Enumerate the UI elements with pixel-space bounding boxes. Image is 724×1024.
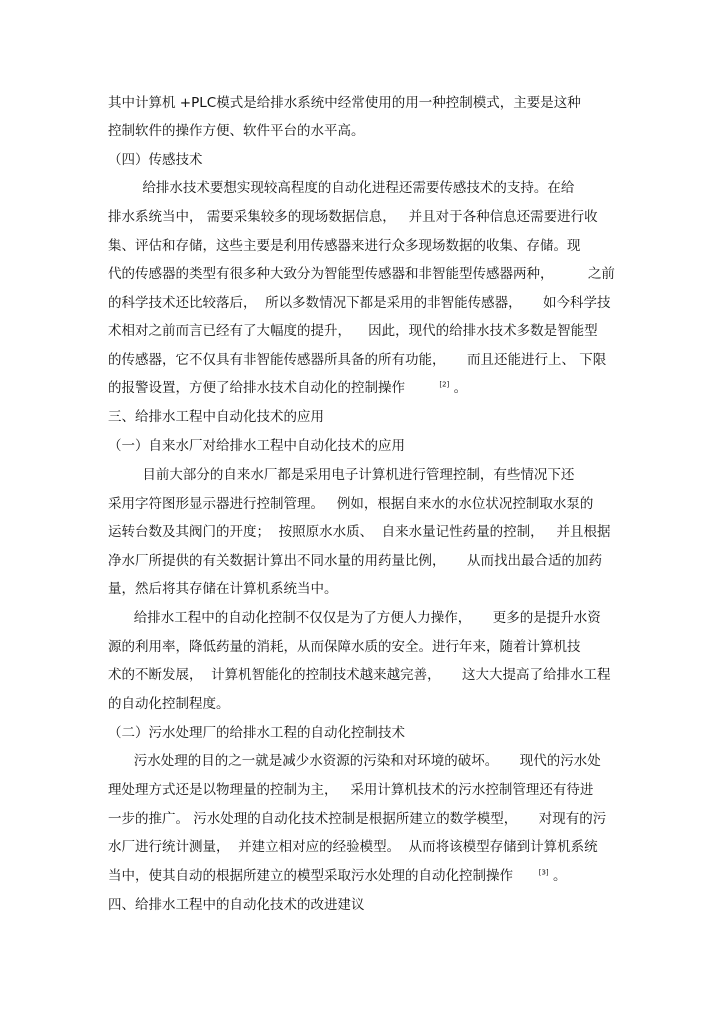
- line-tail: 。: [552, 868, 567, 884]
- section-heading: 四、给排水工程中的自动化技术的改进建议: [108, 897, 365, 913]
- citation-ref: [3]: [538, 868, 549, 877]
- paragraph-line: 水厂进行统计测量， 并建立相对应的经验模型。 从而将该模型存储到计算机系统: [108, 839, 598, 855]
- paragraph-line: 量，然后将其存储在计算机系统当中。: [108, 581, 338, 597]
- paragraph-line: 污水处理的目的之一就是减少水资源的污染和对环境的破坏。 现代的污水处: [108, 753, 601, 769]
- citation-ref: [2]: [439, 380, 450, 389]
- paragraph-line: 的科学技术还比较落后， 所以多数情况下都是采用的非智能传感器， 如今科学技: [108, 295, 611, 311]
- paragraph-line: 采用字符图形显示器进行控制管理。 例如，根据自来水的水位状况控制取水泵的: [108, 496, 594, 512]
- paragraph-line: 术的不断发展， 计算机智能化的控制技术越来越完善， 这大大提高了给排水工程: [108, 667, 611, 683]
- paragraph-line: 的自动化控制程度。: [108, 696, 230, 712]
- paragraph-line: 净水厂所提供的有关数据计算出不同水量的用药量比例， 从而找出最合适的加药: [108, 553, 602, 569]
- line-text: 的报警设置，方便了给排水技术自动化的控制操作: [108, 380, 405, 396]
- paragraph-line: [108, 867, 566, 885]
- paragraph-line: 目前大部分的自来水厂都是采用电子计算机进行管理控制，有些情况下还: [108, 467, 575, 483]
- section-heading: 三、给排水工程中自动化技术的应用: [108, 409, 324, 425]
- paragraph-line: 一步的推广。 污水处理的自动化技术控制是根据所建立的数学模型， 对现有的污: [108, 811, 607, 827]
- paragraph-line: 代的传感器的类型有很多种大致分为智能型传感器和非智能型传感器两种， 之前: [108, 266, 615, 282]
- paragraph-line: 其中计算机 +PLC模式是给排水系统中经常使用的用一种控制模式，主要是这种: [108, 95, 581, 111]
- paragraph-line: 集、评估和存储，这些主要是利用传感器来进行众多现场数据的收集、存储。现: [108, 238, 581, 254]
- paragraph-line: 给排水技术要想实现较高程度的自动化进程还需要传感技术的支持。在给: [108, 180, 575, 196]
- paragraph-line: 的传感器，它不仅具有非智能传感器所具备的所有功能， 而且还能进行上、 下限: [108, 352, 607, 368]
- paragraph-line: 运转台数及其阀门的开度； 按照原水水质、 自来水量记性药量的控制， 并且根据: [108, 524, 611, 540]
- line-text: 当中，使其自动的根据所建立的模型采取污水处理的自动化控制操作: [108, 868, 513, 884]
- line-tail: 。: [453, 380, 468, 396]
- section-heading: （四）传感技术: [108, 152, 203, 168]
- paragraph-line: 给排水工程中的自动化控制不仅仅是为了方便人力操作， 更多的是提升水资: [108, 610, 601, 626]
- paragraph-line: 术相对之前而言已经有了大幅度的提升， 因此，现代的给排水技术多数是智能型: [108, 323, 598, 339]
- subsection-heading: （二）污水处理厂的给排水工程的自动化控制技术: [108, 725, 405, 741]
- paragraph-line: 理处理方式还是以物理量的控制为主， 采用计算机技术的污水控制管理还有待进: [108, 782, 594, 798]
- paragraph-line: 排水系统当中， 需要采集较多的现场数据信息， 并且对于各种信息还需要进行收: [108, 209, 598, 225]
- paragraph-line: [108, 379, 467, 397]
- paragraph-line: 源的利用率，降低药量的消耗，从而保障水质的安全。进行年来，随着计算机技: [108, 639, 581, 655]
- paragraph-line: 控制软件的操作方便、软件平台的水平高。: [108, 123, 365, 139]
- subsection-heading: （一）自来水厂对给排水工程中自动化技术的应用: [108, 438, 405, 454]
